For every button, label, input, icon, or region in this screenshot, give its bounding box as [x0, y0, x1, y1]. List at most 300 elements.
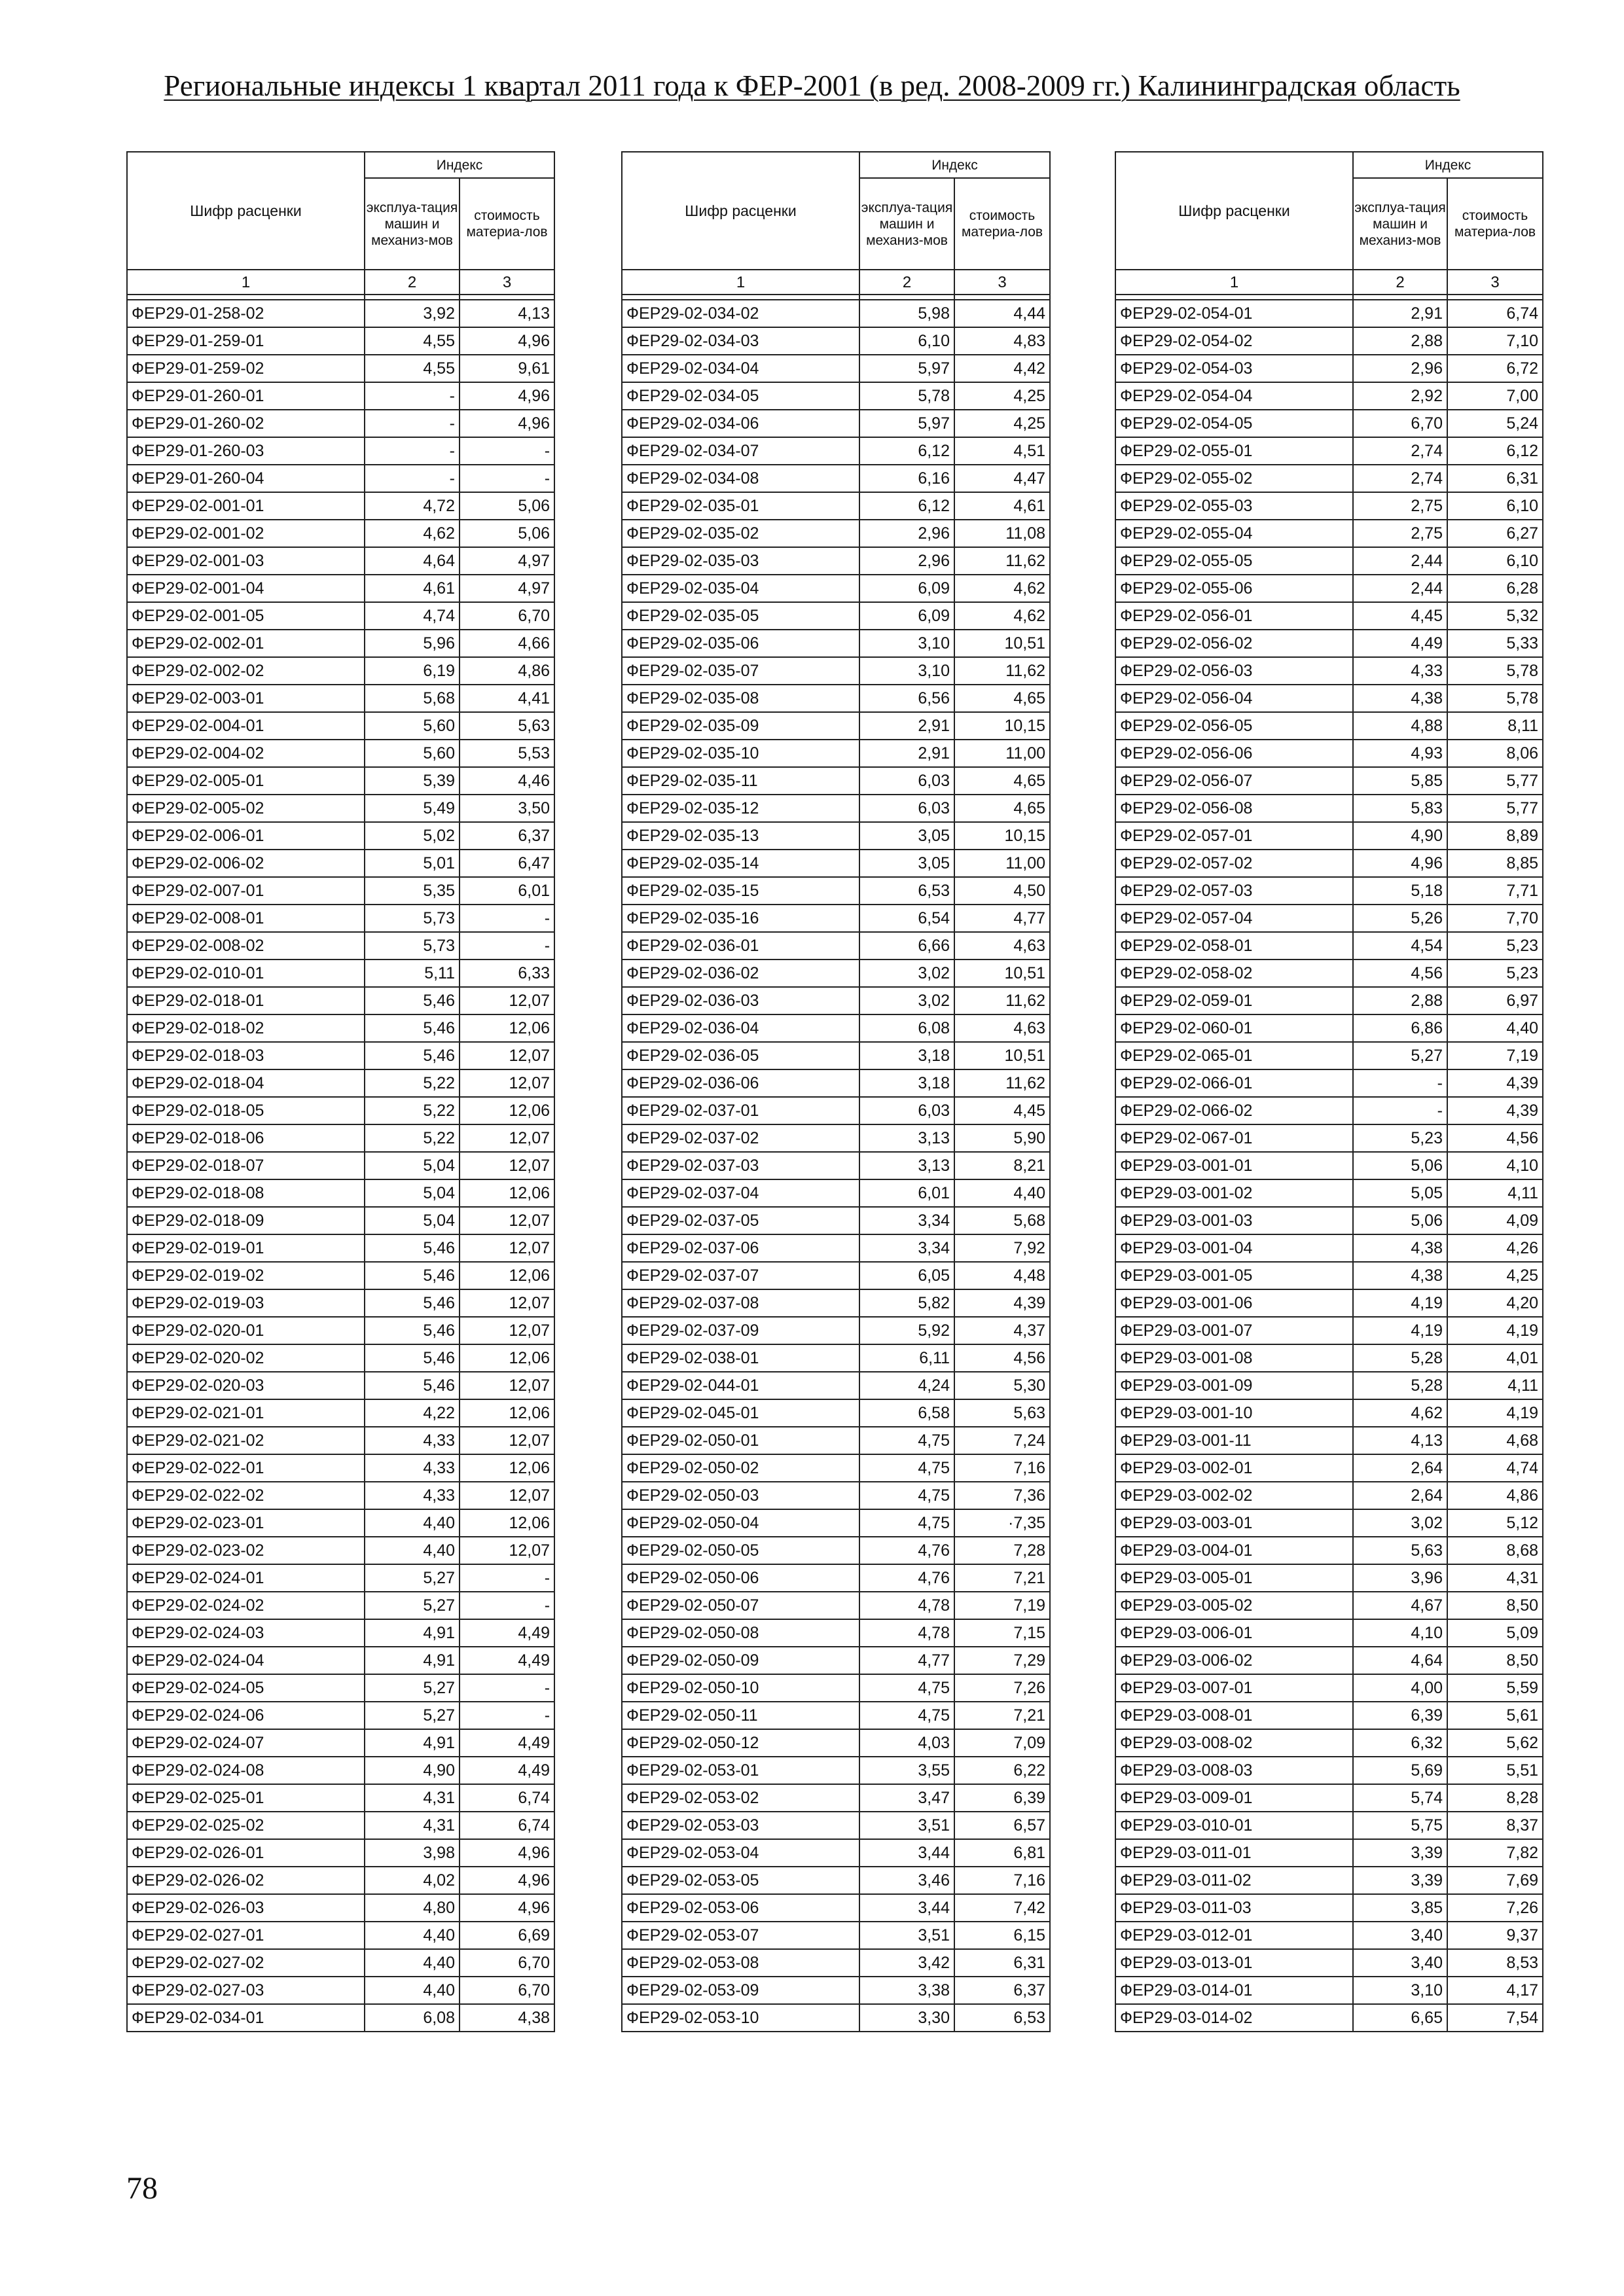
materials-index-cell: 4,19	[1447, 1399, 1543, 1427]
rate-code-cell: ФЕР29-02-057-04	[1115, 905, 1353, 932]
table-row	[1115, 1977, 1543, 2004]
machines-index-cell: 4,13	[1353, 1427, 1447, 1454]
machines-index-cell: 6,56	[859, 685, 954, 712]
materials-index-cell: 6,69	[460, 1922, 554, 1949]
machines-index-cell: 6,65	[1353, 2004, 1447, 2032]
table-row	[1115, 1619, 1543, 1647]
rate-code-cell: ФЕР29-02-037-09	[622, 1317, 859, 1344]
table-row	[622, 1399, 1050, 1427]
machines-index-cell: 3,02	[1353, 1509, 1447, 1537]
machines-index-cell: 6,11	[859, 1344, 954, 1372]
rate-code-cell: ФЕР29-02-036-02	[622, 960, 859, 987]
table-row	[622, 1812, 1050, 1839]
machines-index-cell: 3,10	[859, 630, 954, 657]
materials-index-cell: 4,96	[460, 1867, 554, 1894]
machines-index-cell: 3,18	[859, 1042, 954, 1069]
table-row	[1115, 1427, 1543, 1454]
rate-code-cell: ФЕР29-02-050-06	[622, 1564, 859, 1592]
machines-index-cell: 4,75	[859, 1454, 954, 1482]
table-row	[1115, 520, 1543, 547]
table-row	[127, 410, 554, 437]
rate-code-cell: ФЕР29-02-037-06	[622, 1234, 859, 1262]
materials-index-cell: 4,61	[954, 492, 1050, 520]
machines-index-cell: 3,02	[859, 987, 954, 1014]
table-row	[622, 1729, 1050, 1757]
materials-index-cell: 4,65	[954, 767, 1050, 795]
machines-index-cell: 5,05	[1353, 1179, 1447, 1207]
machines-index-cell: 3,47	[859, 1784, 954, 1812]
machines-index-cell: 5,98	[859, 300, 954, 327]
rate-code-cell: ФЕР29-02-018-08	[127, 1179, 365, 1207]
table-row	[622, 932, 1050, 960]
table-row	[1115, 465, 1543, 492]
rate-code-cell: ФЕР29-02-003-01	[127, 685, 365, 712]
rate-code-cell: ФЕР29-02-056-03	[1115, 657, 1353, 685]
machines-index-cell: 3,02	[859, 960, 954, 987]
table-row	[1115, 1344, 1543, 1372]
table-row	[127, 1454, 554, 1482]
gap-cell	[1447, 295, 1543, 300]
table-row	[127, 822, 554, 850]
machines-index-cell: 3,39	[1353, 1839, 1447, 1867]
rate-code-cell: ФЕР29-02-035-16	[622, 905, 859, 932]
rate-code-cell: ФЕР29-02-019-01	[127, 1234, 365, 1262]
machines-index-cell: 4,75	[859, 1427, 954, 1454]
column-number-2: 2	[365, 270, 460, 295]
rate-code-cell: ФЕР29-02-060-01	[1115, 1014, 1353, 1042]
machines-index-cell: 4,31	[365, 1812, 460, 1839]
machines-index-cell: 3,40	[1353, 1949, 1447, 1977]
machines-index-cell: 2,74	[1353, 465, 1447, 492]
rate-code-cell: ФЕР29-03-002-02	[1115, 1482, 1353, 1509]
machines-index-cell: 2,96	[1353, 355, 1447, 382]
rate-code-cell: ФЕР29-02-050-08	[622, 1619, 859, 1647]
materials-index-cell: 5,23	[1447, 960, 1543, 987]
rate-code-cell: ФЕР29-03-011-03	[1115, 1894, 1353, 1922]
rate-code-cell: ФЕР29-03-001-04	[1115, 1234, 1353, 1262]
materials-index-cell: 4,63	[954, 932, 1050, 960]
table-row	[1115, 657, 1543, 685]
machines-index-cell: 6,32	[1353, 1729, 1447, 1757]
materials-index-cell: 5,77	[1447, 795, 1543, 822]
materials-index-cell: 11,62	[954, 657, 1050, 685]
machines-index-cell: 4,45	[1353, 602, 1447, 630]
rate-code-cell: ФЕР29-02-054-01	[1115, 300, 1353, 327]
table-row	[622, 520, 1050, 547]
rate-code-cell: ФЕР29-02-053-08	[622, 1949, 859, 1977]
materials-index-cell: -	[460, 932, 554, 960]
materials-index-cell: 4,31	[1447, 1564, 1543, 1592]
table-row	[622, 1977, 1050, 2004]
table-row	[127, 1922, 554, 1949]
rate-code-cell: ФЕР29-02-001-01	[127, 492, 365, 520]
table-row	[127, 575, 554, 602]
table-row	[127, 1784, 554, 1812]
machines-index-cell: 2,88	[1353, 987, 1447, 1014]
materials-index-cell: 4,77	[954, 905, 1050, 932]
materials-index-cell: 5,59	[1447, 1674, 1543, 1702]
header-index-group: Индекс	[1353, 152, 1543, 178]
table-row	[1115, 1482, 1543, 1509]
column-number-3: 3	[460, 270, 554, 295]
table-row	[622, 1647, 1050, 1674]
header-code-column: Шифр расценки	[127, 152, 365, 270]
table-row	[1115, 410, 1543, 437]
machines-index-cell: 2,88	[1353, 327, 1447, 355]
machines-index-cell: 5,63	[1353, 1537, 1447, 1564]
machines-index-cell: 4,38	[1353, 1234, 1447, 1262]
rate-code-cell: ФЕР29-03-003-01	[1115, 1509, 1353, 1537]
table-row	[622, 685, 1050, 712]
table-row	[1115, 767, 1543, 795]
rate-code-cell: ФЕР29-02-037-07	[622, 1262, 859, 1289]
rate-code-cell: ФЕР29-03-012-01	[1115, 1922, 1353, 1949]
rate-code-cell: ФЕР29-02-025-01	[127, 1784, 365, 1812]
gap-cell	[127, 295, 365, 300]
table-row	[622, 850, 1050, 877]
table-row	[1115, 547, 1543, 575]
header-materials-column: стоимость материа-лов	[954, 178, 1050, 270]
machines-index-cell: 4,22	[365, 1399, 460, 1427]
machines-index-cell: 5,75	[1353, 1812, 1447, 1839]
table-row	[622, 740, 1050, 767]
machines-index-cell: 3,51	[859, 1922, 954, 1949]
rate-code-cell: ФЕР29-02-053-02	[622, 1784, 859, 1812]
table-row	[622, 767, 1050, 795]
machines-index-cell: 5,46	[365, 1289, 460, 1317]
machines-index-cell: 5,82	[859, 1289, 954, 1317]
table-row	[127, 1372, 554, 1399]
table-row	[622, 355, 1050, 382]
materials-index-cell: 7,19	[1447, 1042, 1543, 1069]
table-row	[127, 657, 554, 685]
table-row	[127, 1867, 554, 1894]
rate-code-cell: ФЕР29-02-056-07	[1115, 767, 1353, 795]
machines-index-cell: 3,44	[859, 1894, 954, 1922]
rate-code-cell: ФЕР29-01-260-03	[127, 437, 365, 465]
materials-index-cell: 5,33	[1447, 630, 1543, 657]
table-row	[127, 1262, 554, 1289]
rate-code-cell: ФЕР29-03-007-01	[1115, 1674, 1353, 1702]
materials-index-cell: -	[460, 1564, 554, 1592]
machines-index-cell: 4,24	[859, 1372, 954, 1399]
machines-index-cell: 4,78	[859, 1592, 954, 1619]
machines-index-cell: 4,61	[365, 575, 460, 602]
table-row	[127, 1564, 554, 1592]
materials-index-cell: 4,39	[1447, 1069, 1543, 1097]
table-row	[127, 767, 554, 795]
table-row	[127, 850, 554, 877]
machines-index-cell: 4,90	[365, 1757, 460, 1784]
rate-code-cell: ФЕР29-02-018-03	[127, 1042, 365, 1069]
rate-code-cell: ФЕР29-01-258-02	[127, 300, 365, 327]
machines-index-cell: 2,96	[859, 547, 954, 575]
rate-code-cell: ФЕР29-02-034-07	[622, 437, 859, 465]
table-row	[622, 575, 1050, 602]
machines-index-cell: 5,46	[365, 987, 460, 1014]
machines-index-cell: 3,46	[859, 1867, 954, 1894]
rate-code-cell: ФЕР29-02-020-01	[127, 1317, 365, 1344]
machines-index-cell: 6,19	[365, 657, 460, 685]
rate-code-cell: ФЕР29-02-024-08	[127, 1757, 365, 1784]
table-row	[1115, 1812, 1543, 1839]
materials-index-cell: 4,41	[460, 685, 554, 712]
machines-index-cell: -	[365, 410, 460, 437]
table-row	[622, 1894, 1050, 1922]
materials-index-cell: 6,74	[460, 1784, 554, 1812]
machines-index-cell: 5,96	[365, 630, 460, 657]
table-row	[1115, 437, 1543, 465]
machines-index-cell: 5,97	[859, 355, 954, 382]
rate-code-cell: ФЕР29-03-005-02	[1115, 1592, 1353, 1619]
materials-index-cell: 6,47	[460, 850, 554, 877]
machines-index-cell: 6,10	[859, 327, 954, 355]
materials-index-cell: 6,37	[460, 822, 554, 850]
table-row	[622, 410, 1050, 437]
machines-index-cell: 4,88	[1353, 712, 1447, 740]
table-row	[1115, 822, 1543, 850]
materials-index-cell: 4,65	[954, 685, 1050, 712]
rate-code-cell: ФЕР29-01-260-04	[127, 465, 365, 492]
page-title: Региональные индексы 1 квартал 2011 года к ФЕР-2001 (в ред. 2008-2009 гг.) Калининградская область	[164, 69, 1460, 102]
rate-code-cell: ФЕР29-03-001-11	[1115, 1427, 1353, 1454]
materials-index-cell: 6,74	[1447, 300, 1543, 327]
table-row	[622, 1564, 1050, 1592]
machines-index-cell: 6,86	[1353, 1014, 1447, 1042]
materials-index-cell: 5,78	[1447, 657, 1543, 685]
table-row	[622, 1537, 1050, 1564]
gap-cell	[460, 295, 554, 300]
gap-cell	[622, 295, 859, 300]
table-row	[1115, 932, 1543, 960]
rate-code-cell: ФЕР29-02-037-04	[622, 1179, 859, 1207]
rate-code-cell: ФЕР29-02-021-02	[127, 1427, 365, 1454]
materials-index-cell: 6,39	[954, 1784, 1050, 1812]
rate-code-cell: ФЕР29-02-010-01	[127, 960, 365, 987]
rate-code-cell: ФЕР29-02-056-08	[1115, 795, 1353, 822]
table-row	[622, 877, 1050, 905]
table-row	[1115, 1399, 1543, 1427]
materials-index-cell: 4,96	[460, 1894, 554, 1922]
rate-code-cell: ФЕР29-02-050-04	[622, 1509, 859, 1537]
rate-code-cell: ФЕР29-02-066-02	[1115, 1097, 1353, 1124]
machines-index-cell: 5,69	[1353, 1757, 1447, 1784]
rate-code-cell: ФЕР29-02-036-06	[622, 1069, 859, 1097]
materials-index-cell: 12,07	[460, 1124, 554, 1152]
table-row	[622, 1839, 1050, 1867]
machines-index-cell: 4,55	[365, 355, 460, 382]
rate-code-cell: ФЕР29-03-011-01	[1115, 1839, 1353, 1867]
rate-code-cell: ФЕР29-03-006-01	[1115, 1619, 1353, 1647]
machines-index-cell: 4,19	[1353, 1317, 1447, 1344]
machines-index-cell: 5,83	[1353, 795, 1447, 822]
machines-index-cell: 2,91	[859, 712, 954, 740]
index-table	[126, 151, 555, 2032]
table-row	[1115, 1647, 1543, 1674]
materials-index-cell: 4,96	[460, 1839, 554, 1867]
table-row	[622, 1702, 1050, 1729]
header-machines-column: эксплуа-тация машин и механиз-мов	[1353, 178, 1447, 270]
machines-index-cell: 5,92	[859, 1317, 954, 1344]
materials-index-cell: 12,07	[460, 1482, 554, 1509]
rate-code-cell: ФЕР29-02-054-05	[1115, 410, 1353, 437]
table-row	[622, 1069, 1050, 1097]
rate-code-cell: ФЕР29-02-035-13	[622, 822, 859, 850]
materials-index-cell: 4,25	[954, 410, 1050, 437]
machines-index-cell: 5,27	[365, 1592, 460, 1619]
machines-index-cell: 5,06	[1353, 1207, 1447, 1234]
table-row	[1115, 1592, 1543, 1619]
rate-code-cell: ФЕР29-02-058-01	[1115, 932, 1353, 960]
table-row	[622, 712, 1050, 740]
materials-index-cell: -	[460, 1702, 554, 1729]
machines-index-cell: 3,42	[859, 1949, 954, 1977]
table-row	[127, 712, 554, 740]
materials-index-cell: 4,11	[1447, 1372, 1543, 1399]
rate-code-cell: ФЕР29-02-024-05	[127, 1674, 365, 1702]
materials-index-cell: 4,40	[954, 1179, 1050, 1207]
materials-index-cell: 9,61	[460, 355, 554, 382]
index-table-2	[621, 151, 1051, 2032]
machines-index-cell: 6,58	[859, 1399, 954, 1427]
materials-index-cell: 12,06	[460, 1014, 554, 1042]
table-row	[622, 905, 1050, 932]
materials-index-cell: 7,26	[954, 1674, 1050, 1702]
machines-index-cell: 5,22	[365, 1124, 460, 1152]
table-row	[127, 1179, 554, 1207]
rate-code-cell: ФЕР29-03-013-01	[1115, 1949, 1353, 1977]
table-row	[1115, 795, 1543, 822]
rate-code-cell: ФЕР29-02-034-02	[622, 300, 859, 327]
table-row	[1115, 1949, 1543, 1977]
machines-index-cell: 3,34	[859, 1234, 954, 1262]
machines-index-cell: 4,90	[1353, 822, 1447, 850]
machines-index-cell: 3,96	[1353, 1564, 1447, 1592]
machines-index-cell: 4,64	[1353, 1647, 1447, 1674]
table-row	[622, 795, 1050, 822]
table-row	[1115, 382, 1543, 410]
table-row	[127, 437, 554, 465]
column-number-1: 1	[1115, 270, 1353, 295]
rate-code-cell: ФЕР29-02-004-01	[127, 712, 365, 740]
table-row	[1115, 1179, 1543, 1207]
rate-code-cell: ФЕР29-02-021-01	[127, 1399, 365, 1427]
machines-index-cell: 5,97	[859, 410, 954, 437]
rate-code-cell: ФЕР29-01-259-02	[127, 355, 365, 382]
table-row	[622, 1784, 1050, 1812]
rate-code-cell: ФЕР29-03-004-01	[1115, 1537, 1353, 1564]
table-row	[127, 1124, 554, 1152]
materials-index-cell: 12,06	[460, 1097, 554, 1124]
rate-code-cell: ФЕР29-03-002-01	[1115, 1454, 1353, 1482]
column-number-2: 2	[1353, 270, 1447, 295]
rate-code-cell: ФЕР29-03-014-02	[1115, 2004, 1353, 2032]
table-row	[1115, 712, 1543, 740]
table-row	[127, 1592, 554, 1619]
rate-code-cell: ФЕР29-02-050-02	[622, 1454, 859, 1482]
materials-index-cell: -	[460, 1674, 554, 1702]
table-row	[127, 355, 554, 382]
materials-index-cell: 7,09	[954, 1729, 1050, 1757]
machines-index-cell: 4,75	[859, 1674, 954, 1702]
table-row	[622, 657, 1050, 685]
rate-code-cell: ФЕР29-02-034-05	[622, 382, 859, 410]
materials-index-cell: 5,63	[460, 712, 554, 740]
table-row	[1115, 1042, 1543, 1069]
materials-index-cell: 4,13	[460, 300, 554, 327]
table-row	[127, 520, 554, 547]
rate-code-cell: ФЕР29-02-035-01	[622, 492, 859, 520]
machines-index-cell: 4,33	[365, 1427, 460, 1454]
rate-code-cell: ФЕР29-02-001-04	[127, 575, 365, 602]
materials-index-cell: 4,46	[460, 767, 554, 795]
materials-index-cell: -	[460, 465, 554, 492]
machines-index-cell: 2,75	[1353, 520, 1447, 547]
materials-index-cell: 6,28	[1447, 575, 1543, 602]
table-row	[127, 1729, 554, 1757]
materials-index-cell: 7,15	[954, 1619, 1050, 1647]
materials-index-cell: 7,42	[954, 1894, 1050, 1922]
table-row	[1115, 1317, 1543, 1344]
table-row	[622, 1207, 1050, 1234]
machines-index-cell: 4,67	[1353, 1592, 1447, 1619]
materials-index-cell: 7,16	[954, 1867, 1050, 1894]
machines-index-cell: 3,92	[365, 300, 460, 327]
machines-index-cell: 6,09	[859, 602, 954, 630]
materials-index-cell: 6,10	[1447, 547, 1543, 575]
rate-code-cell: ФЕР29-02-057-03	[1115, 877, 1353, 905]
machines-index-cell: 5,73	[365, 905, 460, 932]
table-row	[1115, 300, 1543, 327]
rate-code-cell: ФЕР29-02-024-02	[127, 1592, 365, 1619]
machines-index-cell: 4,91	[365, 1619, 460, 1647]
materials-index-cell: 4,96	[460, 327, 554, 355]
materials-index-cell: 4,74	[1447, 1454, 1543, 1482]
machines-index-cell: 5,28	[1353, 1344, 1447, 1372]
rate-code-cell: ФЕР29-02-035-08	[622, 685, 859, 712]
machines-index-cell: 5,49	[365, 795, 460, 822]
machines-index-cell: 2,44	[1353, 547, 1447, 575]
rate-code-cell: ФЕР29-02-025-02	[127, 1812, 365, 1839]
rate-code-cell: ФЕР29-02-024-07	[127, 1729, 365, 1757]
table-row	[1115, 1454, 1543, 1482]
rate-code-cell: ФЕР29-03-008-03	[1115, 1757, 1353, 1784]
machines-index-cell: 6,03	[859, 767, 954, 795]
machines-index-cell: 5,73	[365, 932, 460, 960]
materials-index-cell: 12,06	[460, 1509, 554, 1537]
machines-index-cell: 5,26	[1353, 905, 1447, 932]
materials-index-cell: 8,89	[1447, 822, 1543, 850]
machines-index-cell: 5,01	[365, 850, 460, 877]
rate-code-cell: ФЕР29-02-056-02	[1115, 630, 1353, 657]
materials-index-cell: 4,38	[460, 2004, 554, 2032]
machines-index-cell: 5,27	[1353, 1042, 1447, 1069]
materials-index-cell: 12,07	[460, 1234, 554, 1262]
table-row	[622, 1179, 1050, 1207]
table-row	[127, 987, 554, 1014]
header-gap	[622, 295, 1050, 300]
header-machines-column: эксплуа-тация машин и механиз-мов	[365, 178, 460, 270]
materials-index-cell: 12,06	[460, 1454, 554, 1482]
machines-index-cell: 6,66	[859, 932, 954, 960]
materials-index-cell: 4,86	[1447, 1482, 1543, 1509]
machines-index-cell: 4,76	[859, 1537, 954, 1564]
materials-index-cell: 12,07	[460, 987, 554, 1014]
rate-code-cell: ФЕР29-02-054-03	[1115, 355, 1353, 382]
rate-code-cell: ФЕР29-02-018-06	[127, 1124, 365, 1152]
table-row	[127, 1674, 554, 1702]
materials-index-cell: 4,68	[1447, 1427, 1543, 1454]
